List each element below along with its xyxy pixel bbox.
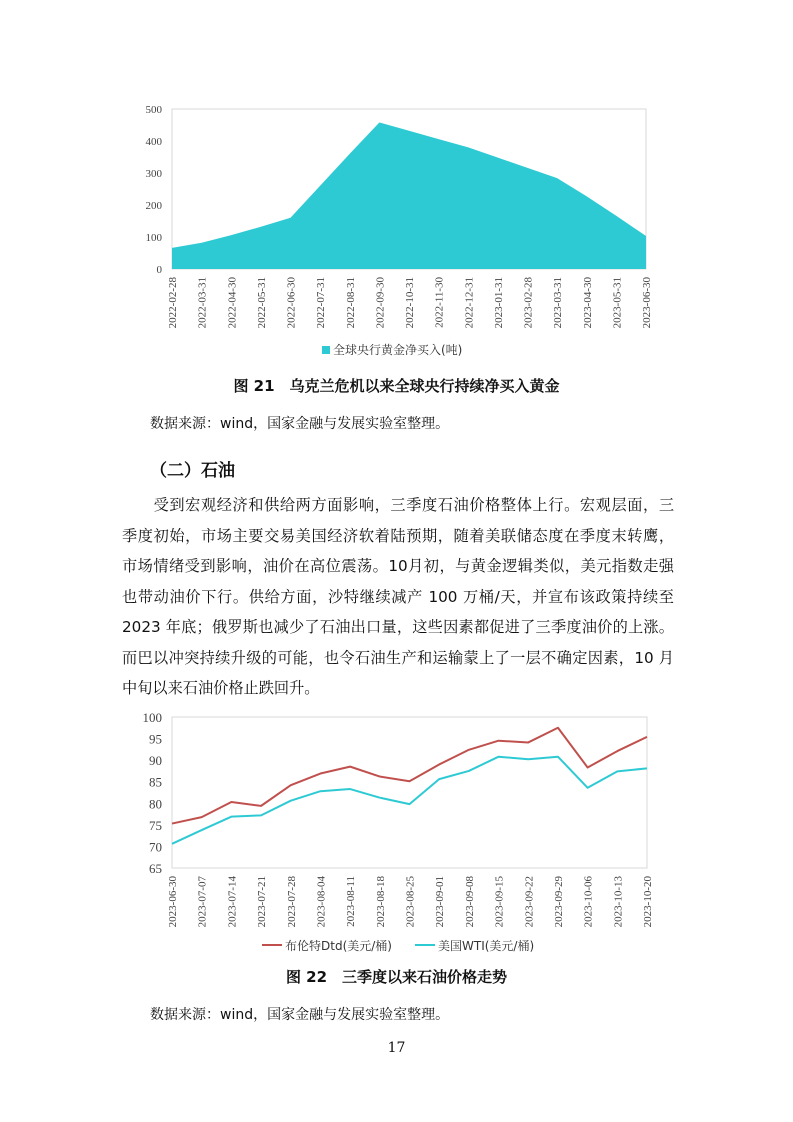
x-tick-label: 2022-09-30 — [374, 277, 387, 329]
x-tick-label: 2023-03-31 — [552, 277, 565, 329]
y-tick-label: 100 — [145, 232, 162, 244]
y-tick-label: 75 — [149, 817, 162, 833]
x-tick-label: 2023-05-31 — [611, 277, 624, 329]
x-tick-label: 2023-08-25 — [404, 876, 417, 928]
x-tick-label: 2022-05-31 — [255, 277, 268, 329]
x-tick-label: 2022-08-31 — [344, 277, 357, 329]
section-title-oil: （二）石油 — [150, 461, 235, 481]
legend-label-wti: 美国WTI(美元/桶) — [438, 939, 535, 953]
x-tick-label: 2023-07-07 — [196, 876, 209, 928]
legend — [262, 938, 534, 953]
x-tick-label: 2023-01-31 — [492, 277, 505, 329]
oil-paragraph — [122, 490, 674, 704]
y-tick-label: 80 — [149, 796, 162, 812]
figure-21-caption: 图 21 乌克兰危机以来全球央行持续净买入黄金 — [233, 377, 560, 395]
y-tick-label: 85 — [149, 774, 162, 790]
paragraph-line: 而巴以冲突持续升级的可能，也令石油生产和运输蒙上了一层不确定因素，10 月 — [122, 648, 674, 667]
x-tick-label: 2022-11-30 — [433, 277, 446, 328]
y-tick-label: 300 — [145, 168, 162, 180]
legend-label: 全球央行黄金净买入(吨) — [333, 343, 463, 357]
x-tick-label: 2023-07-21 — [256, 876, 269, 928]
y-tick-label: 70 — [149, 839, 162, 855]
x-tick-label: 2023-08-11 — [345, 876, 358, 927]
figure-22-caption: 图 22 三季度以来石油价格走势 — [285, 968, 508, 986]
x-tick-label: 2023-06-30 — [167, 876, 179, 928]
x-tick-label: 2022-06-30 — [285, 277, 298, 329]
x-tick-label: 2023-02-28 — [522, 277, 535, 329]
x-tick-label: 2022-10-31 — [404, 277, 416, 329]
x-tick-label: 2023-09-22 — [523, 876, 536, 928]
legend-label-brent: 布伦特Dtd(美元/桶) — [285, 939, 392, 953]
x-tick-label: 2023-04-30 — [581, 277, 594, 329]
paragraph-line: 也带动油价下行。供给方面，沙特继续减产 100 万桶/天，并宣布该政策持续至 — [122, 587, 674, 606]
x-tick-label: 2023-06-30 — [641, 277, 653, 329]
x-tick-label: 2023-09-15 — [493, 876, 506, 928]
y-tick-label: 400 — [145, 136, 162, 148]
figure-22-source: 数据来源：wind，国家金融与发展实验室整理。 — [150, 1007, 450, 1023]
x-tick-label: 2023-08-04 — [315, 876, 328, 928]
x-tick-label: 2023-09-08 — [463, 876, 476, 928]
line-series-wti — [172, 757, 647, 844]
y-tick-label: 200 — [145, 200, 162, 212]
page-number: 17 — [387, 1040, 406, 1056]
x-tick-label: 2023-09-01 — [434, 876, 447, 928]
y-tick-label: 95 — [149, 731, 162, 747]
x-tick-label: 2023-10-13 — [612, 876, 625, 928]
paragraph-line: 受到宏观经济和供给两方面影响，三季度石油价格整体上行。宏观层面，三 — [122, 496, 674, 514]
y-tick-label: 90 — [149, 753, 162, 769]
x-tick-label: 2022-07-31 — [315, 277, 328, 329]
paragraph-line: 2023 年底；俄罗斯也减少了石油出口量，这些因素都促进了三季度油价的上涨。 — [122, 618, 674, 636]
oil-price-line-chart — [0, 705, 793, 960]
paragraph-line: 中旬以来石油价格止跌回升。 — [122, 679, 320, 697]
x-tick-label: 2023-08-18 — [374, 876, 387, 928]
x-tick-label: 2023-10-06 — [582, 876, 595, 928]
y-tick-label: 100 — [142, 710, 162, 725]
figure-21-source: 数据来源：wind，国家金融与发展实验室整理。 — [150, 416, 450, 432]
legend-swatch — [322, 346, 330, 354]
gold-purchase-area-chart — [0, 95, 793, 370]
y-tick-label: 0 — [156, 264, 162, 276]
x-tick-label: 2022-02-28 — [167, 277, 179, 329]
legend — [322, 342, 462, 357]
x-tick-label: 2022-04-30 — [226, 277, 239, 329]
x-tick-label: 2023-07-28 — [285, 876, 298, 928]
area-series-gold — [172, 122, 646, 269]
plot-frame — [172, 717, 647, 868]
x-tick-label: 2023-09-29 — [552, 876, 565, 928]
y-tick-label: 65 — [149, 861, 162, 876]
x-tick-label: 2022-03-31 — [196, 277, 209, 329]
paragraph-line: 市场情绪受到影响，油价在高位震荡。10月初，与黄金逻辑类似，美元指数走强 — [122, 557, 674, 575]
x-tick-label: 2022-12-31 — [463, 277, 476, 329]
y-tick-label: 500 — [145, 104, 162, 116]
paragraph-line: 季度初始，市场主要交易美国经济软着陆预期，随着美联储态度在季度末转鹰， — [122, 526, 674, 545]
x-tick-label: 2023-07-14 — [226, 876, 239, 928]
x-tick-label: 2023-10-20 — [642, 876, 654, 928]
